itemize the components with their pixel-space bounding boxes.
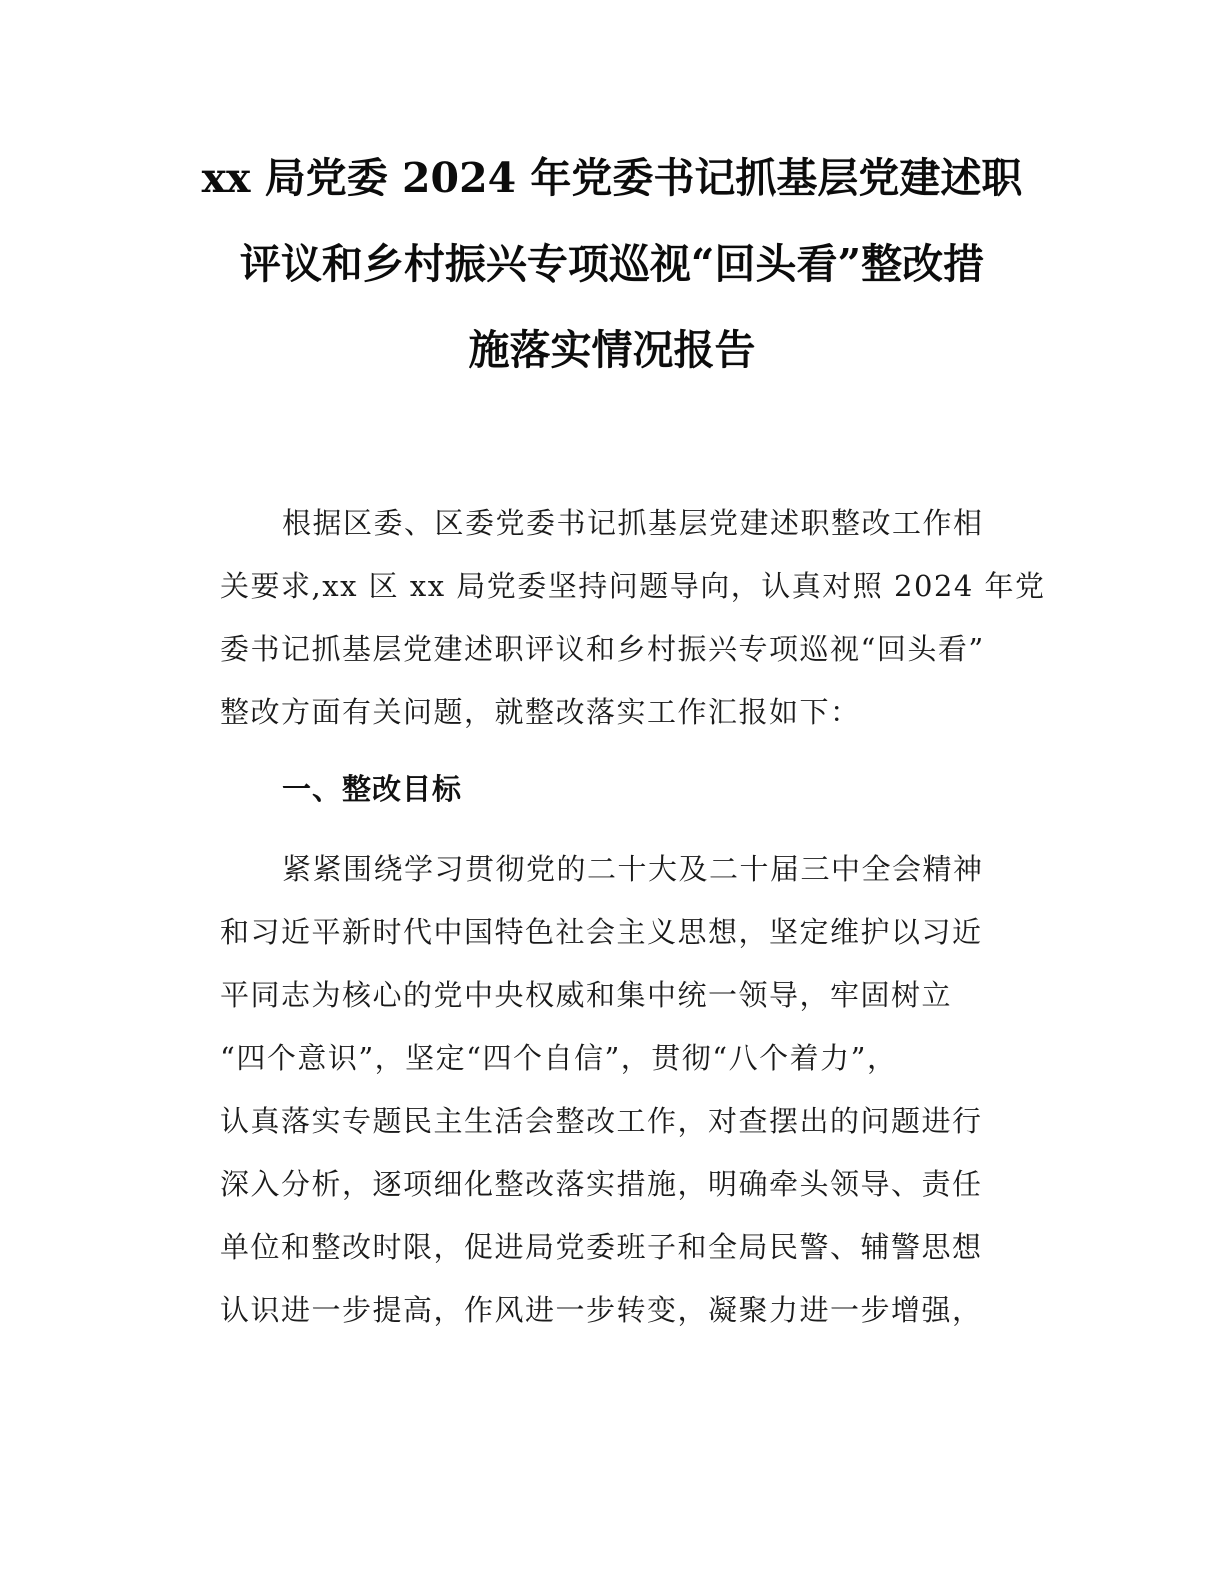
- section-heading: 一、整改目标: [282, 772, 463, 806]
- paragraph-line: 关要求,xx 区 xx 局党委坚持问题导向，认真对照 2024 年党: [220, 569, 1046, 603]
- title-line: 评议和乡村振兴专项巡视“回头看”整改措: [239, 240, 985, 288]
- paragraph-line: 委书记抓基层党建述职评议和乡村振兴专项巡视“回头看”: [220, 632, 985, 666]
- title-line: xx 局党委 2024 年党委书记抓基层党建述职: [201, 154, 1023, 202]
- title-line: 施落实情况报告: [468, 326, 756, 374]
- section-paragraph: [220, 838, 1040, 1342]
- document-title: [170, 135, 1054, 393]
- paragraph-line: 深入分析，逐项细化整改落实措施，明确牵头领导、责任: [220, 1167, 983, 1201]
- paragraph-line: 单位和整改时限，促进局党委班子和全局民警、辅警思想: [220, 1230, 983, 1264]
- paragraph-line: “四个意识”，坚定“四个自信”，贯彻“八个着力”，: [220, 1041, 898, 1075]
- paragraph-line: 和习近平新时代中国特色社会主义思想，坚定维护以习近: [220, 915, 983, 949]
- paragraph-line: 认识进一步提高，作风进一步转变，凝聚力进一步增强，: [220, 1293, 983, 1327]
- paragraph-line: 认真落实专题民主生活会整改工作，对查摆出的问题进行: [220, 1104, 983, 1138]
- intro-paragraph: [220, 492, 1046, 744]
- paragraph-line: 整改方面有关问题，就整改落实工作汇报如下：: [220, 695, 861, 729]
- paragraph-line: 紧紧围绕学习贯彻党的二十大及二十届三中全会精神: [282, 852, 984, 886]
- paragraph-line: 平同志为核心的党中央权威和集中统一领导，牢固树立: [220, 978, 953, 1012]
- paragraph-line: 根据区委、区委党委书记抓基层党建述职整改工作相: [282, 506, 984, 540]
